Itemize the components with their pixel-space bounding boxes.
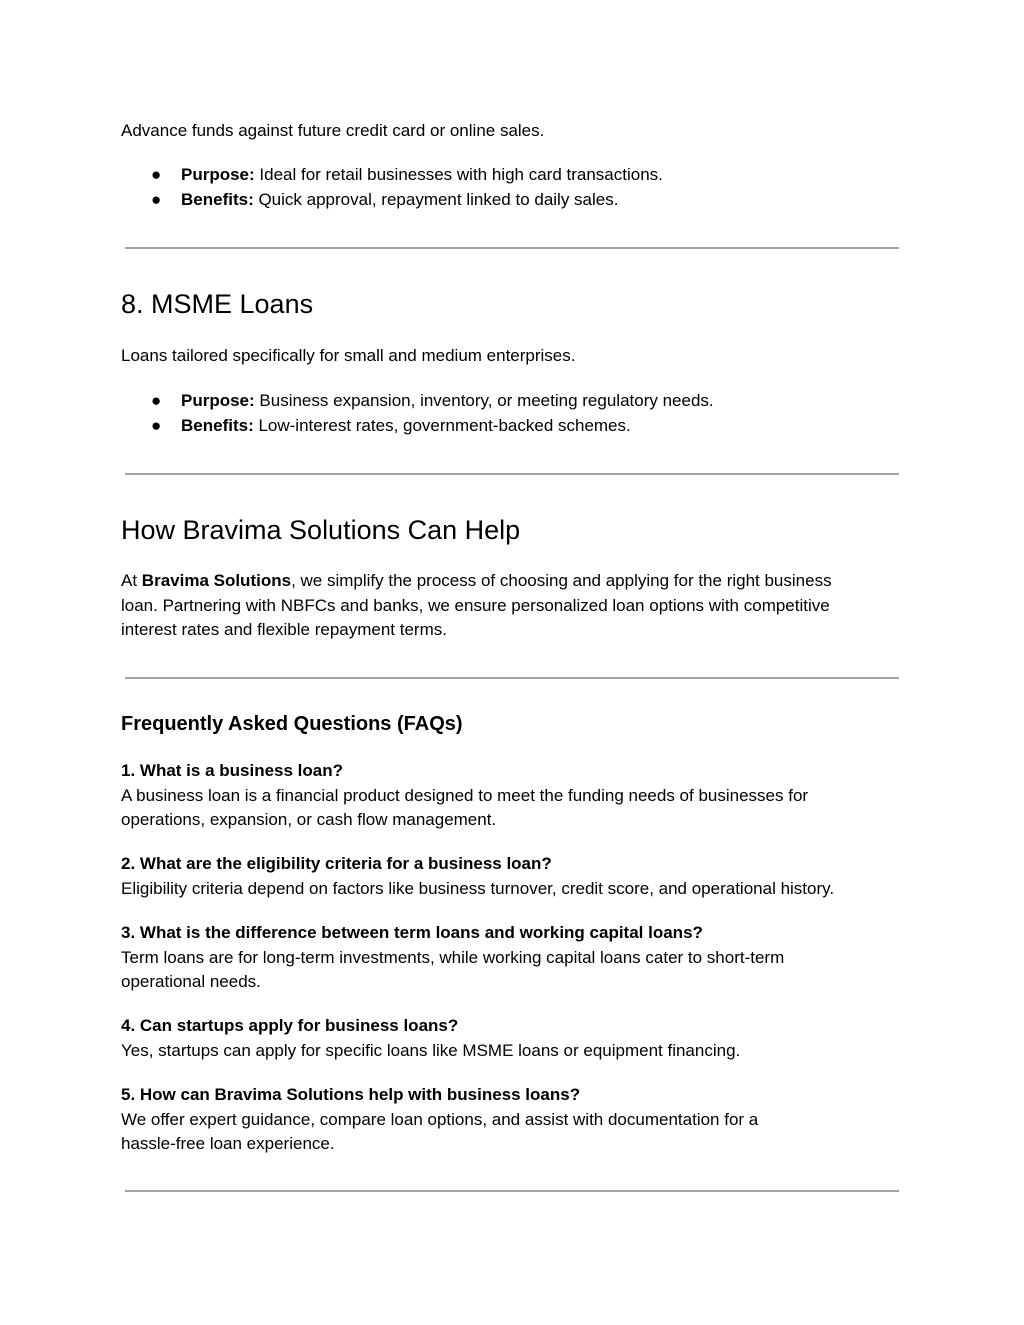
faq-answer-line: operations, expansion, or cash flow management. (121, 810, 497, 829)
bullet-label: Benefits: (181, 189, 254, 209)
faq-answer-line: Yes, startups can apply for specific loans like MSME loans or equipment financing. (121, 1040, 741, 1060)
msme-bullet-benefits (121, 414, 899, 439)
msme-text: Loans tailored specifically for small and medium enterprises. (121, 346, 576, 365)
divider (125, 473, 899, 475)
faq-item (121, 921, 911, 995)
bullet-text: Quick approval, repayment linked to daily sales. (253, 189, 619, 209)
help-line-2: loan. Partnering with NBFCs and banks, we ensure personalized loan options with competitive (121, 595, 830, 615)
msme-heading: 8. MSME Loans (121, 289, 314, 319)
msme-bullet-list (121, 389, 899, 438)
divider (125, 677, 899, 679)
faq-question: 2. What are the eligibility criteria for a business loan? (121, 854, 552, 873)
help-text: At (121, 571, 142, 590)
bullet-icon: ● (151, 415, 162, 435)
intro-bullet-list (121, 163, 899, 212)
faq-answer-line: hassle-free loan experience. (121, 1134, 335, 1153)
bullet-icon: ● (151, 165, 162, 184)
bullet-label: Purpose: (181, 391, 255, 410)
faq-heading: Frequently Asked Questions (FAQs) (121, 713, 463, 735)
faq-item (121, 1083, 911, 1157)
faq-answer-line: operational needs. (121, 972, 261, 991)
bullet-text: Low-interest rates, government-backed schemes. (253, 415, 631, 435)
company-name: Bravima Solutions (141, 571, 292, 590)
faq-question: 3. What is the difference between term loans and working capital loans? (121, 923, 703, 942)
faq-item (121, 759, 911, 833)
intro-bullet-purpose (121, 163, 899, 188)
bullet-label: Purpose: (181, 165, 255, 184)
help-heading: How Bravima Solutions Can Help (121, 515, 521, 545)
bullet-icon: ● (151, 189, 162, 209)
help-line-3: interest rates and flexible repayment terms. (121, 620, 447, 639)
bullet-icon: ● (151, 391, 162, 410)
msme-bullet-purpose (121, 389, 899, 414)
faq-question: 5. How can Bravima Solutions help with business loans? (121, 1085, 581, 1104)
faq-answer-line: A business loan is a financial product designed to meet the funding needs of businesses for (121, 785, 809, 805)
faq-item (121, 1014, 911, 1063)
faq-answer-line: We offer expert guidance, compare loan options, and assist with documentation for a (121, 1109, 759, 1129)
bullet-text: Ideal for retail businesses with high card transactions. (254, 165, 663, 184)
divider (125, 1190, 899, 1192)
intro-text: Advance funds against future credit card or online sales. (121, 121, 545, 140)
faq-answer-line: Term loans are for long-term investments, while working capital loans cater to short-term (121, 947, 785, 967)
faq-answer-line: Eligibility criteria depend on factors like business turnover, credit score, and operational history. (121, 878, 835, 898)
help-text: , we simplify the process of choosing and applying for the right business (291, 571, 832, 590)
faq-question: 4. Can startups apply for business loans? (121, 1016, 459, 1035)
divider (125, 247, 899, 249)
help-paragraph (121, 569, 899, 643)
bullet-label: Benefits: (181, 415, 254, 435)
bullet-text: Business expansion, inventory, or meeting regulatory needs. (254, 391, 714, 410)
help-line-1 (121, 569, 899, 594)
faq-item (121, 852, 911, 901)
intro-bullet-benefits (121, 188, 899, 213)
faq-question: 1. What is a business loan? (121, 761, 343, 780)
